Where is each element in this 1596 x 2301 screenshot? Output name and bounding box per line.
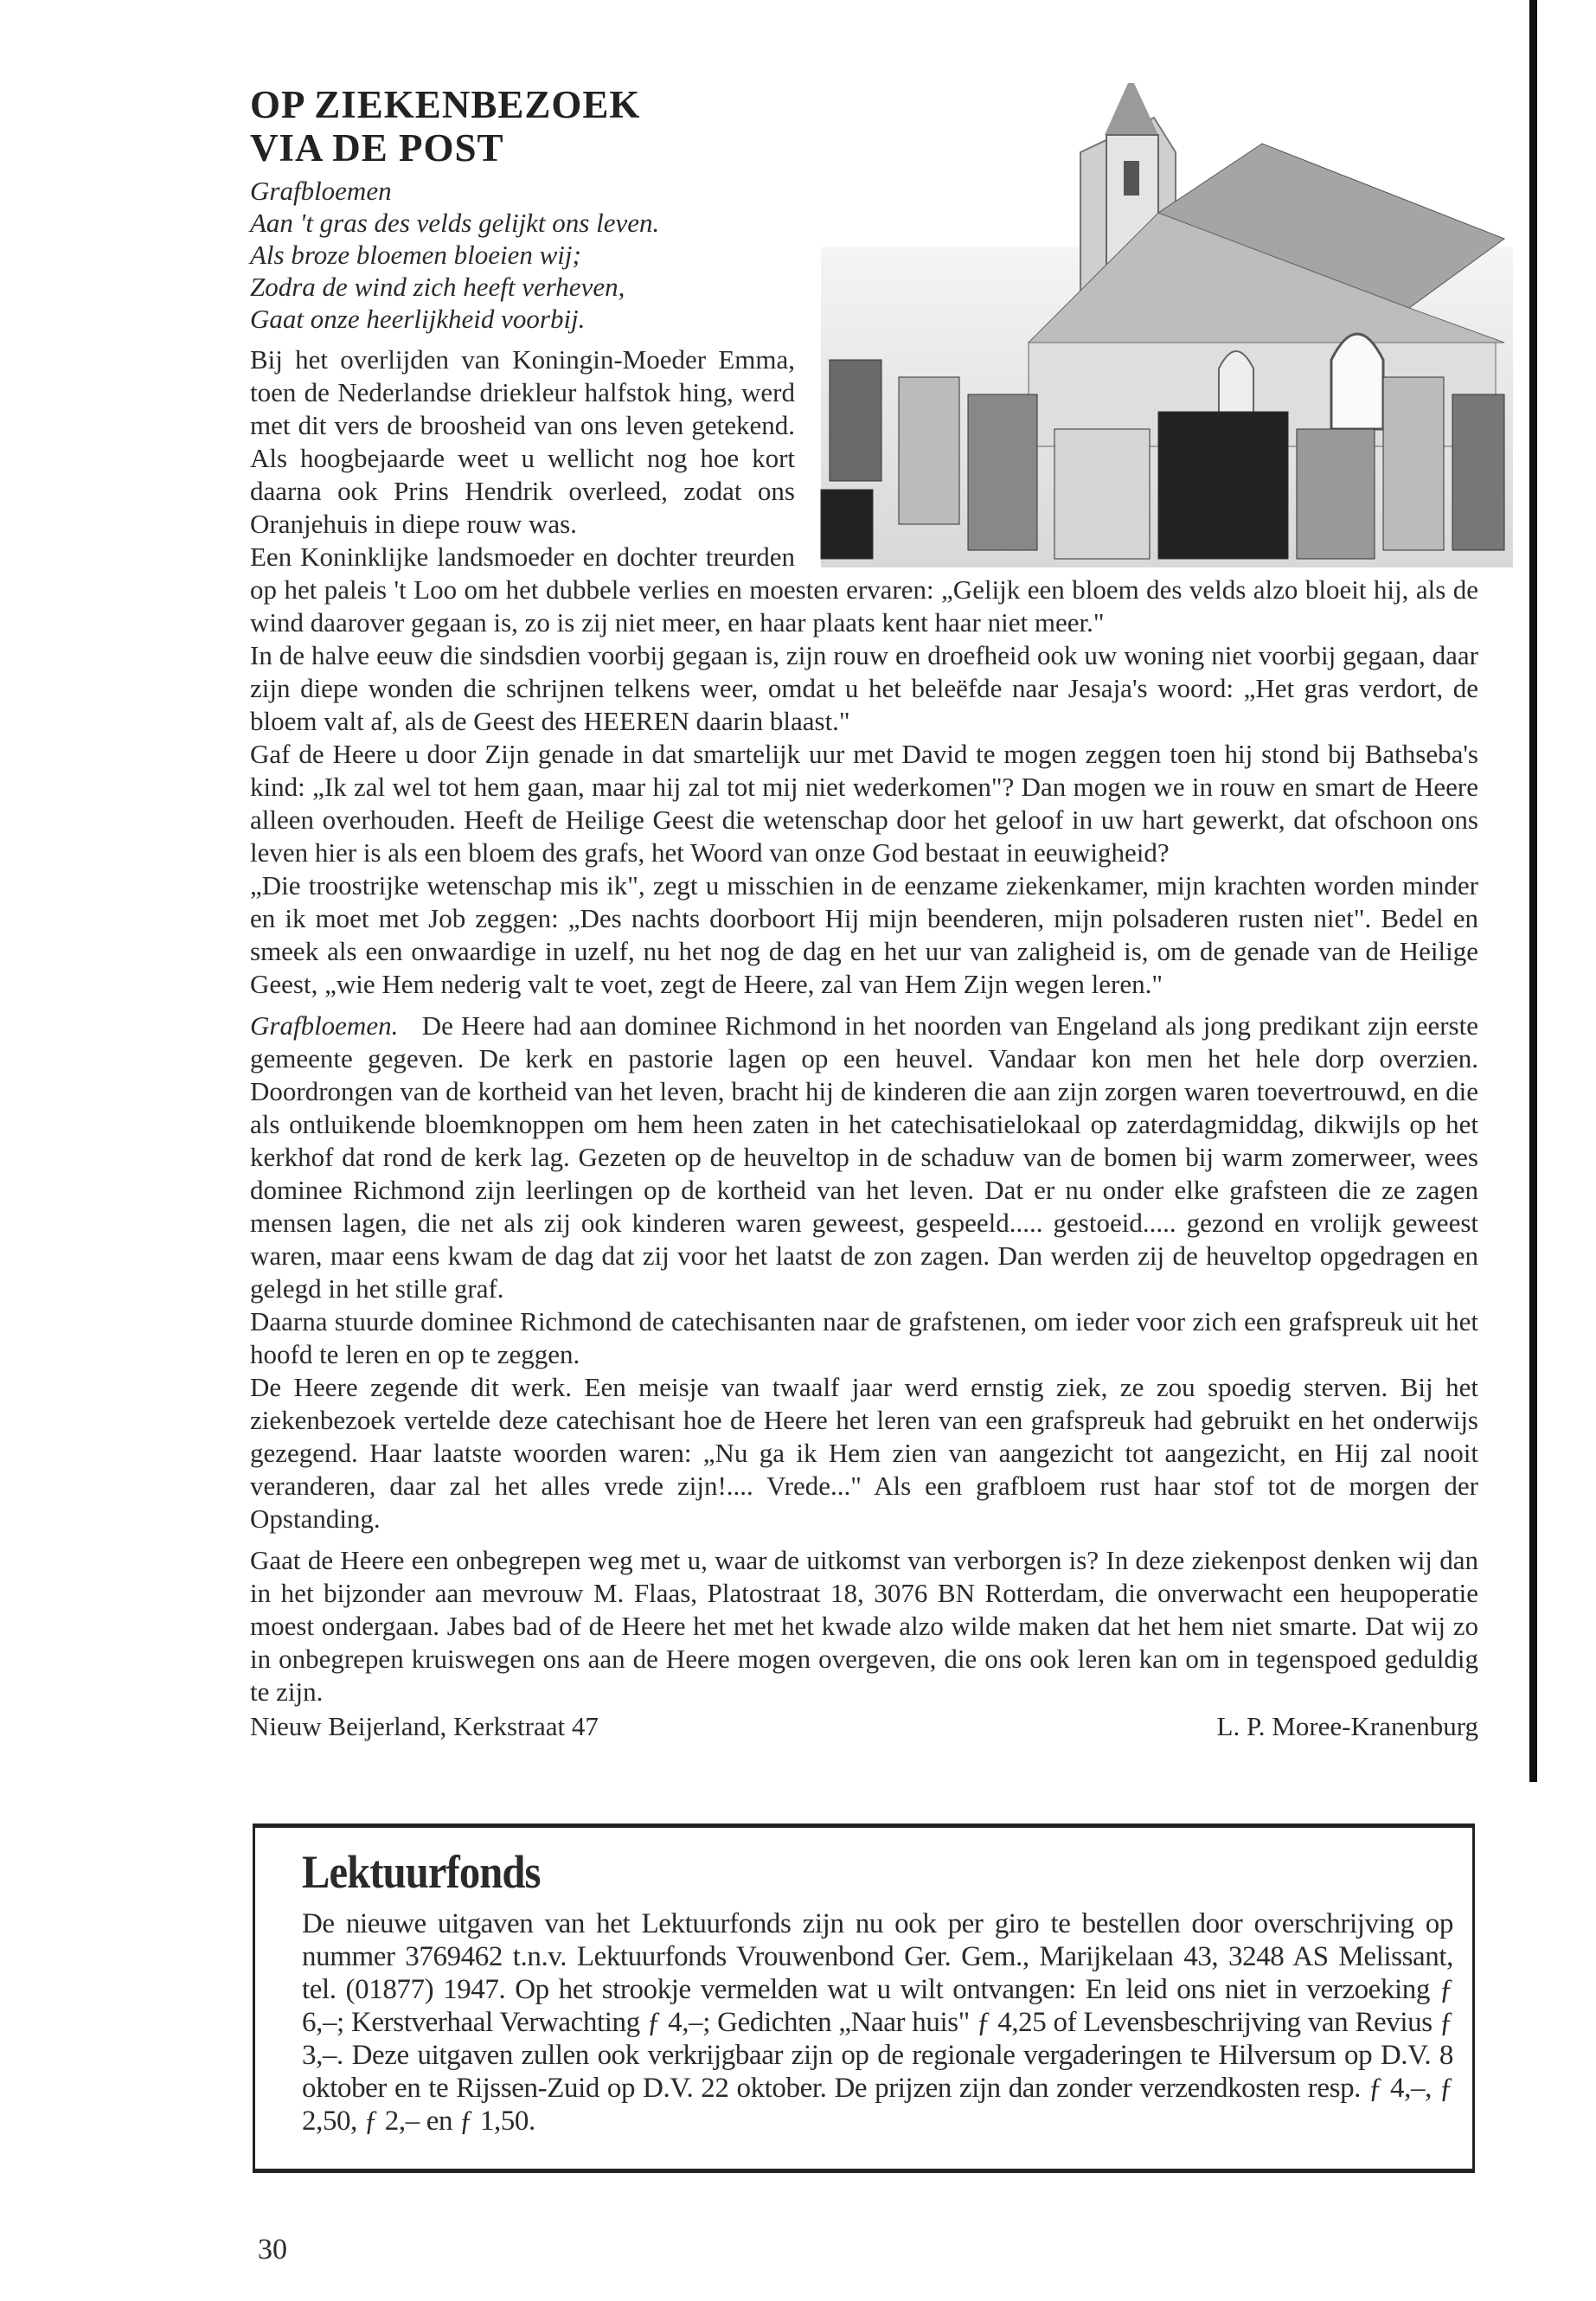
signature-line xyxy=(250,1710,1478,1743)
box-text: De nieuwe uitgaven van het Lektuurfonds zijn nu ook per giro te bestellen door overschrijving op nummer 3769462 t.n.v. Lektuurfonds Vrouwenbond Ger. Gem., Marijkelaan 43, 3248 AS Melissant, tel. (01877) 1947. Op het strookje vermelden wat u wilt ontvangen: En leid ons niet in verzoeking ƒ 6,–; Kerstverhaal Verwachting ƒ 4,–; Gedichten „Naar huis" ƒ 4,25 of Levensbeschrijving van Revius ƒ 3,–. Deze uitgaven zullen ook verkrijgbaar zijn op de regionale vergaderingen te Hilversum op D.V. 8 oktober en te Rijssen-Zuid op D.V. 22 oktober. De prijzen zijn dan zonder verzendkosten resp. ƒ 4,–, ƒ 2,50, ƒ 2,– en ƒ 1,50. xyxy=(302,1908,1453,2137)
paragraph: Gaf de Heere u door Zijn genade in dat smartelijk uur met David te mogen zeggen toen hij stond bij Bathseba's kind: „Ik zal wel tot hem gaan, maar hij zal tot mij niet wederkomen"? Dan mogen we in rouw en smart de Heere alleen overhouden. Heeft de Heilige Geest die wetenschap door het geloof in uw hart gewerkt, dat ofschoon ons leven hier is als een bloem des grafs, het Woord van onze God bestaat in eeuwigheid? xyxy=(250,739,1478,868)
paragraph: „Die troostrijke wetenschap mis ik", zegt u misschien in de eenzame ziekenkamer, mijn krachten worden minder en ik moet met Job zeggen: „Des nachts doorboort Hij mijn beenderen, mijn polsaderen rusten niet". Bedel en smeek als een onwaardige in uzelf, nu het nog de dag en het uur van zaligheid is, om de genade van de Heilige Geest, „wie Hem nederig valt te voet, zegt de Heere, zal van Hem Zijn wegen leren." xyxy=(250,870,1478,999)
paragraph: In de halve eeuw die sindsdien voorbij gegaan is, zijn rouw en droefheid ook uw woning niet voorbij gegaan, daar zijn diepe wonden die schrijnen telkens weer, omdat u het beleëfde naar Jesaja's woord: „Het gras verdort, de bloem valt af, als de Geest des HEEREN daarin blaast." xyxy=(250,640,1478,736)
poem-line: Gaat onze heerlijkheid voorbij. xyxy=(250,304,586,334)
page-edge-bar xyxy=(1529,0,1537,1782)
story-paragraph xyxy=(250,1009,1478,1305)
church-graveyard-photo xyxy=(812,83,1515,567)
author-name: L. P. Moree-Kranenburg xyxy=(1216,1711,1478,1741)
poem-line: Aan 't gras des velds gelijkt ons leven. xyxy=(250,208,660,238)
story-label: Grafbloemen. xyxy=(250,1010,399,1041)
story-paragraph: De Heere zegende dit werk. Een meisje van twaalf jaar werd ernstig ziek, ze zou spoedig sterven. Bij het ziekenbezoek vertelde deze catechisant hoe de Heere het leren van een grafspreuk had gebruikt en het onderwijs gezegend. Haar laatste woorden waren: „Nu ga ik Hem zien van aangezicht tot aangezicht, en Hij zal nooit veranderen, daar zal het alles vrede zijn!.... Vrede..." Als een grafbloem rust haar stof tot de morgen der Opstanding. xyxy=(250,1372,1478,1534)
author-address: Nieuw Beijerland, Kerkstraat 47 xyxy=(250,1711,599,1741)
poem-line: Als broze bloemen bloeien wij; xyxy=(250,240,581,270)
story-text: De Heere had aan dominee Richmond in het noorden van Engeland als jong predikant zijn eerste gemeente gegeven. De kerk en pastorie lagen op een heuvel. Vandaar kon men het hele dorp overzien. Doordrongen van de kortheid van het leven, bracht hij de kinderen die aan zijn zorgen waren toevertrouwd, en die als ontluikende bloemknoppen om hem heen zaten in het catechisatielokaal op zaterdagmiddag, dikwijls op het kerkhof dat rond de kerk lag. Gezeten op de heuveltop in de schaduw van de bomen bij warm zomerweer, wees dominee Richmond zijn leerlingen op de kortheid van het leven. Dat er nu onder elke grafsteen die ze zagen mensen lagen, die net als zij ook kinderen waren geweest, gespeeld..... gestoeid..... gezond en vrolijk geweest waren, maar eens kwam de dag dat zij voor het laatst de zon zagen. Dan werden zij de heuveltop opgedragen en gelegd in het stille graf. xyxy=(250,1010,1478,1304)
poem-title: Grafbloemen xyxy=(250,176,392,206)
story-paragraph: Daarna stuurde dominee Richmond de catechisanten naar de grafstenen, om ieder voor zich een grafspreuk uit het hoofd te leren en op te zeggen. xyxy=(250,1306,1478,1369)
box-title: Lektuurfonds xyxy=(302,1846,541,1898)
title-line: OP ZIEKENBEZOEK xyxy=(250,83,641,126)
article-title xyxy=(250,83,856,170)
article xyxy=(250,83,1478,1743)
poem-line: Zodra de wind zich heeft verheven, xyxy=(250,272,625,302)
paragraph: Bij het overlijden van Koningin-Moeder Emma, toen de Nederlandse driekleur halfstok hing, werd met dit vers de broosheid van ons leven getekend. Als hoogbejaarde weet u wellicht nog hoe kort daarna ook Prins Hendrik overleed, zodat ons Oranjehuis in diepe rouw was. xyxy=(250,344,795,539)
closing-paragraph: Gaat de Heere een onbegrepen weg met u, waar de uitkomst van verborgen is? In deze ziekenpost denken wij dan in het bijzonder aan mevrouw M. Flaas, Platostraat 18, 3076 BN Rotterdam, die onverwacht een heupoperatie moest ondergaan. Jabes bad of de Heere het met het kwade alzo wilde maken dat het hem niet smarte. Dat wij zo in onbegrepen kruiswegen ons aan de Heere mogen overgeven, die ons ook leren kan om in tegenspoed geduldig te zijn. xyxy=(250,1545,1478,1707)
title-line: VIA DE POST xyxy=(250,126,504,170)
page-number: 30 xyxy=(258,2234,287,2266)
lektuurfonds-box xyxy=(253,1823,1475,2173)
paragraph: Een Koninklijke landsmoeder en dochter treurden op het paleis 't Loo om het dubbele verlies en moesten ervaren: „Gelijk een bloem des velds alzo bloeit hij, als de wind daarover gegaan is, zo is zij niet meer, en haar plaats kent haar niet meer." xyxy=(250,542,1478,638)
